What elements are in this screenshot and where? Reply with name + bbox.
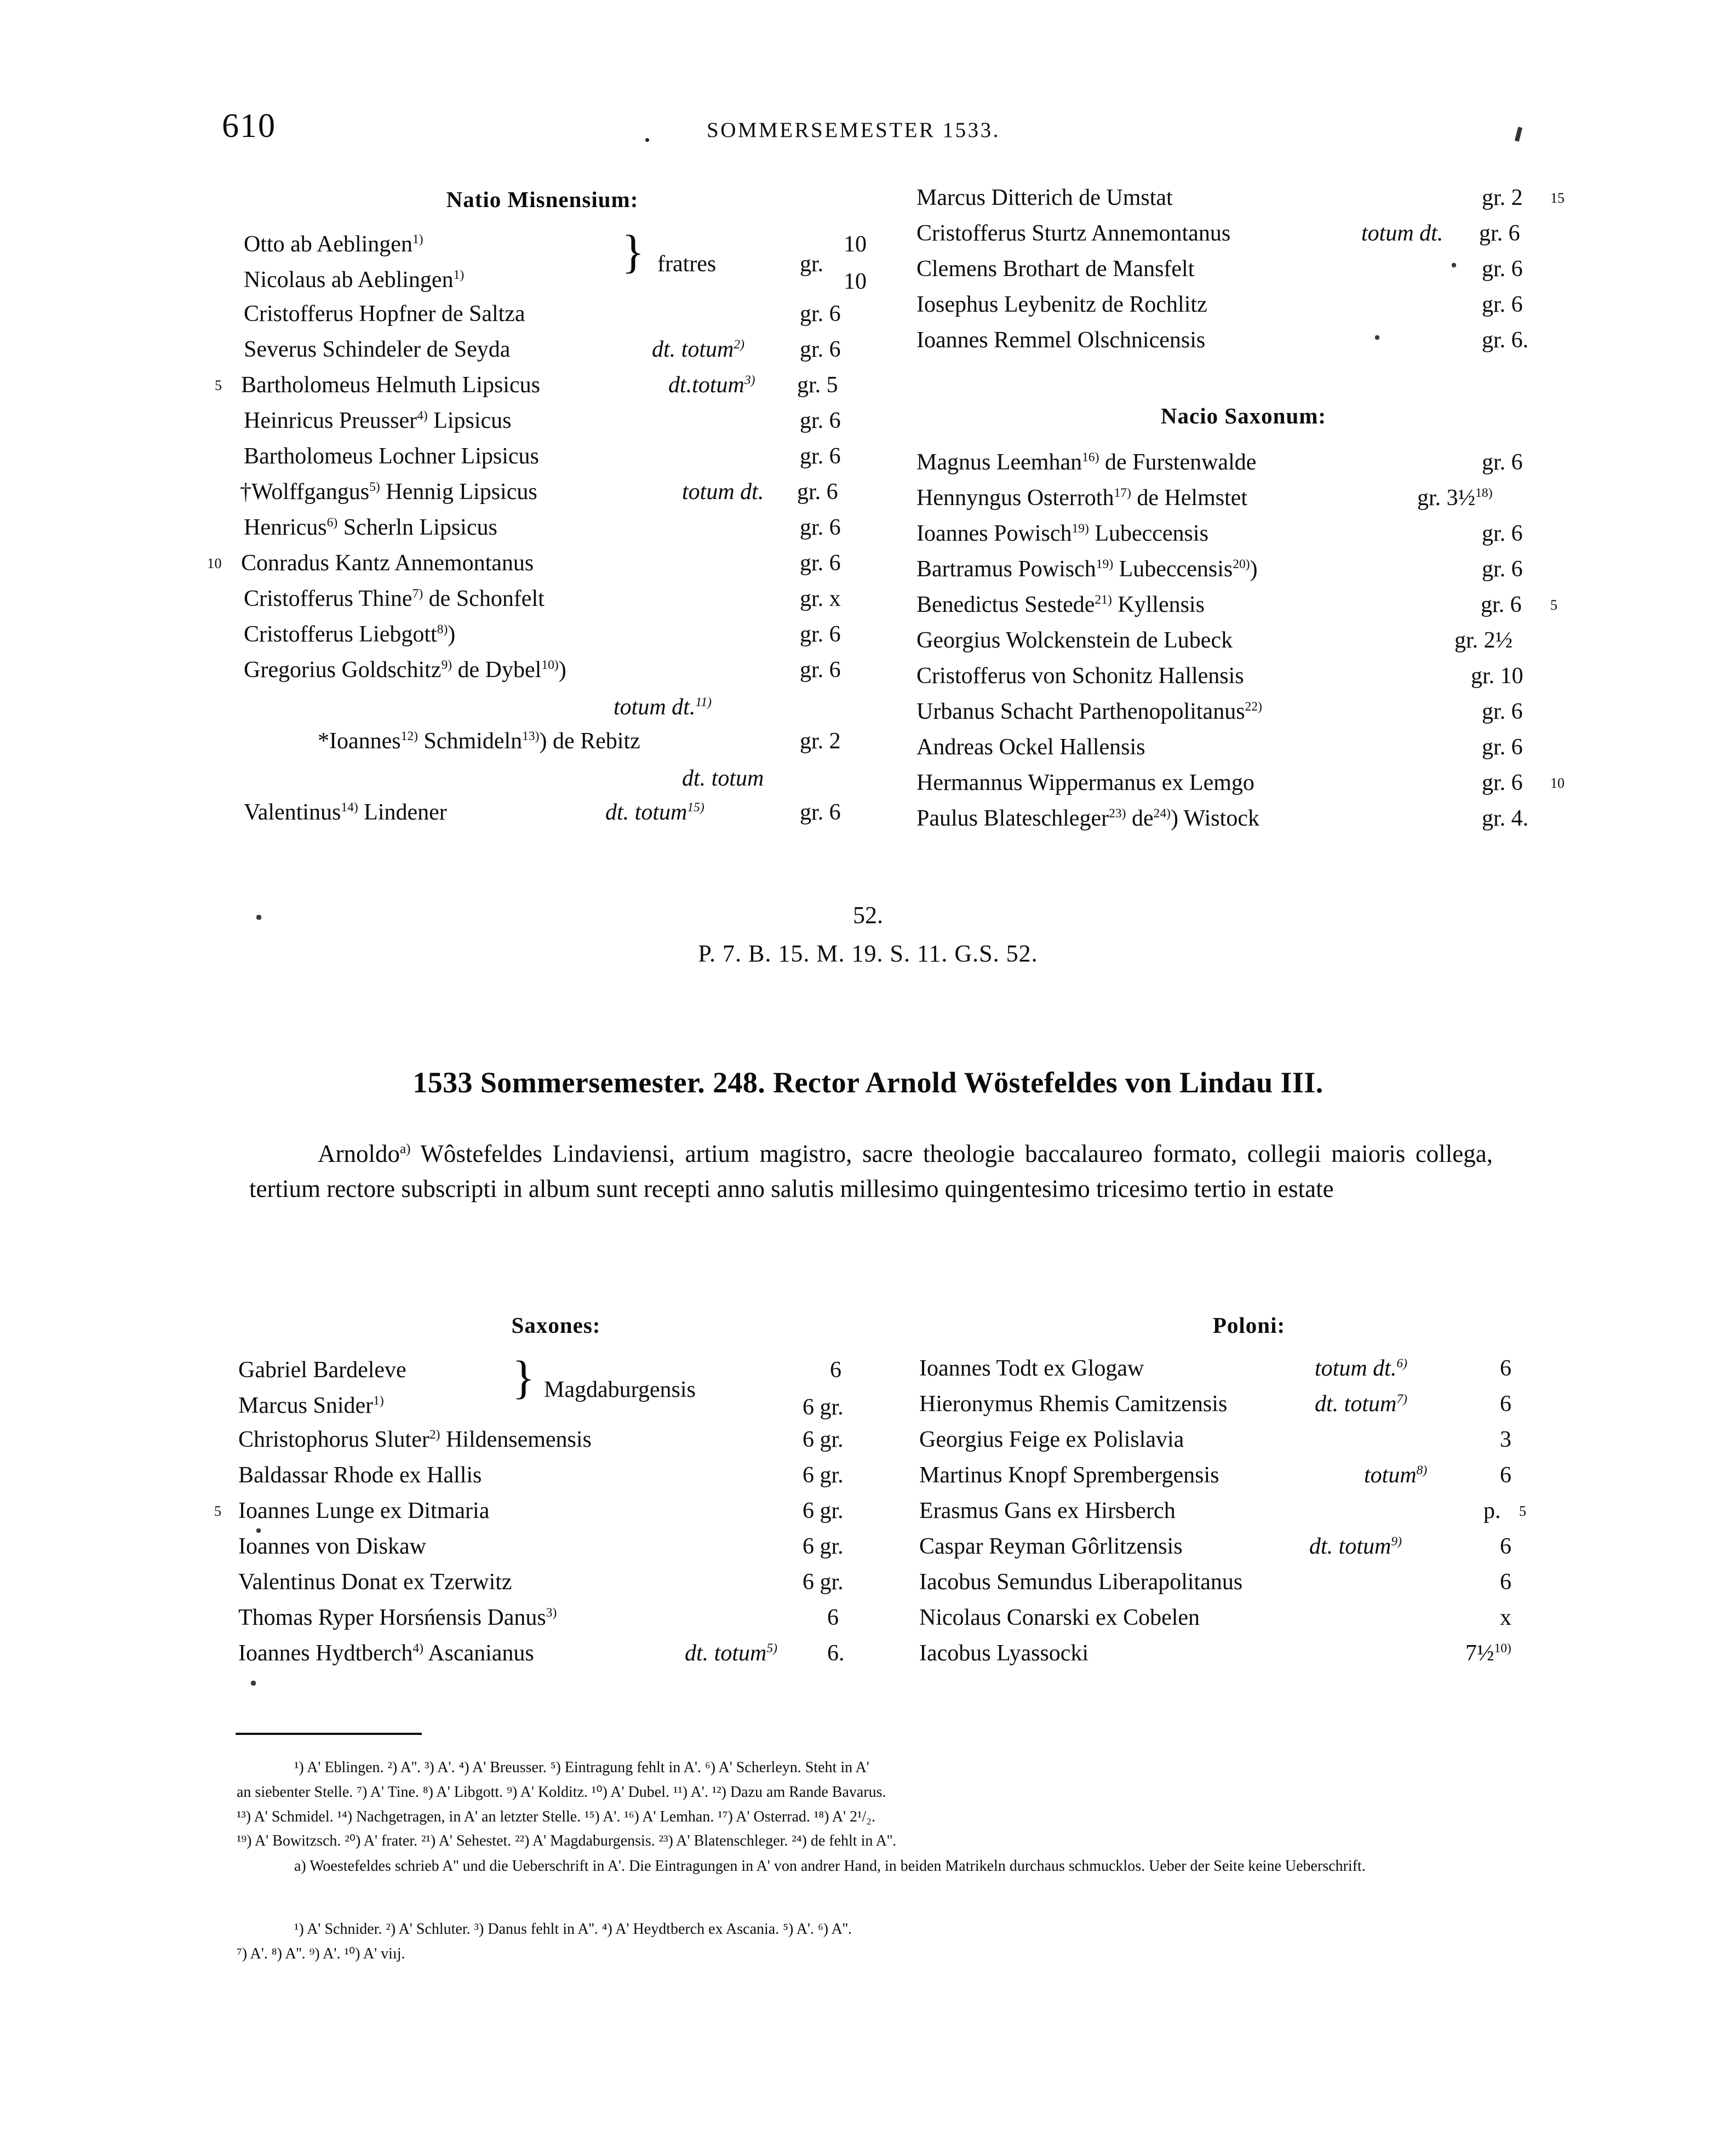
register-entry [909, 1571, 1589, 1606]
entry-name: Valentinus Donat ex Tzerwitz [238, 1569, 512, 1595]
line-number: 5 [214, 1503, 222, 1519]
entry-note: totum dt.$^{11)}$ [614, 695, 712, 720]
scan-speck [256, 915, 261, 920]
register-entry [907, 700, 1580, 736]
register-entry [219, 801, 866, 837]
entry-amount: gr. 6 [1482, 256, 1523, 282]
entry-amount: gr. 6 [800, 657, 841, 683]
nation-heading-saxones: Saxones: [511, 1313, 601, 1338]
entry-name: Urbanus Schacht Parthenopolitanus$^{22)}$ [916, 699, 1262, 724]
entry-amount: 6 gr. [803, 1395, 844, 1420]
entry-name: Gregorius Goldschitz$^{9)}$ de Dybel$^{10)}$) [244, 657, 566, 683]
entry-amount: 3 [1500, 1427, 1511, 1452]
register-entry [909, 1535, 1589, 1571]
entry-amount: gr. 6 [1482, 521, 1523, 546]
entry-name: Hennyngus Osterroth$^{17)}$ de Helmstet [916, 485, 1248, 511]
entry-name: Benedictus Sestede$^{21)}$ Kyllensis [916, 592, 1205, 617]
entry-note: dt. totum [682, 766, 764, 791]
entry-name: Iosephus Leybenitz de Rochlitz [916, 292, 1207, 317]
footnote-line: ¹) A' Eblingen. ²) A''. ³) A'. ⁴) A' Breusser. ⁵) Eintragung fehlt in A'. ⁶) A' Scherleyn. Steht in A' [294, 1759, 869, 1776]
column-misnensium [207, 186, 867, 837]
entry-amount: 6 gr. [803, 1427, 844, 1452]
scan-speck [251, 1681, 256, 1686]
register-entry [207, 551, 866, 587]
register-entry [222, 1428, 890, 1464]
entry-note: dt. totum$^{9)}$ [1309, 1534, 1402, 1559]
entry-name: Marcus Ditterich de Umstat [916, 185, 1173, 210]
entry-amount: gr. 5 [797, 373, 838, 398]
register-entry [907, 186, 1580, 222]
entry-name: Ioannes Hydtberch$^{4)}$ Ascanianus [238, 1641, 534, 1666]
entry-note: dt. totum$^{2)}$ [652, 337, 744, 362]
register-entry [907, 736, 1580, 771]
nation-total: 52. [853, 902, 883, 929]
register-entry [219, 409, 866, 445]
scan-speck [256, 1528, 261, 1533]
entry-name: Cristofferus Thine$^{7)}$ de Schonfelt [244, 586, 545, 611]
register-entry [907, 629, 1580, 664]
entry-name: Ioannes Remmel Olschnicensis [916, 328, 1206, 353]
footnote-block-upper [237, 1756, 1497, 1854]
entry-amount: gr. 2 [800, 729, 841, 754]
register-entry [907, 807, 1580, 843]
entry-name: Ioannes Lunge ex Ditmaria [238, 1498, 490, 1523]
entry-amount: gr. 10 [1471, 663, 1523, 689]
section-title: 1533 Sommersemester. 248. Rector Arnold Wöstefeldes von Lindau III. [412, 1066, 1324, 1099]
entry-amount: gr. 6 [800, 444, 841, 469]
footnote-line: an siebenter Stelle. ⁷) A' Tine. ⁸) A' Libgott. ⁹) A' Kolditz. ¹⁰) A' Dubel. ¹¹) A'. ¹²) Dazu am Rande Bavarus. [237, 1783, 886, 1801]
register-entry [214, 1498, 890, 1535]
entry-name: Gabriel Bardeleve [238, 1357, 406, 1383]
footnote-line: ¹³) A' Schmidel. ¹⁴) Nachgetragen, in A' an letzter Stelle. ¹⁵) A'. ¹⁶) A' Lemhan. ¹⁷) A' Osterrad. ¹⁸) A' 2¹/₂. [237, 1808, 876, 1825]
entry-amount: 7½$^{10)}$ [1465, 1641, 1511, 1666]
entry-amount: gr. 6 [1482, 770, 1523, 795]
register-entry [909, 1428, 1589, 1464]
register-entry [907, 558, 1580, 593]
column-saxonum [907, 186, 1580, 843]
entry-name: Georgius Feige ex Polislavia [919, 1427, 1184, 1452]
entry-name: Andreas Ockel Hallensis [916, 735, 1145, 760]
entry-name: Martinus Knopf Sprembergensis [919, 1463, 1219, 1488]
register-entry [219, 480, 866, 516]
entry-amount: gr. 6 [800, 622, 841, 647]
scan-speck [645, 138, 649, 142]
folio-number: 610 [222, 107, 276, 145]
register-entry [222, 1606, 890, 1642]
register-entry [909, 1499, 1589, 1535]
entry-name: †Wolffgangus$^{5)}$ Hennig Lipsicus [240, 479, 537, 505]
register-entry [907, 329, 1580, 364]
entry-continuation [219, 765, 866, 801]
entry-amount: 6 gr. [803, 1534, 844, 1559]
entry-amount: 6 gr. [803, 1463, 844, 1488]
entry-name: Georgius Wolckenstein de Lubeck [916, 628, 1233, 653]
entry-name: Magnus Leemhan$^{16)}$ de Furstenwalde [916, 450, 1257, 475]
entry-name: Cristofferus Liebgott$^{8)}$) [244, 622, 456, 647]
footnote-rule [236, 1733, 422, 1735]
margin-line-number: 15 [1550, 190, 1565, 206]
entry-amount: gr. 2 [1482, 185, 1523, 210]
entry-amount: p. [1483, 1498, 1501, 1523]
column-poloni [909, 1312, 1589, 1677]
line-number: 10 [207, 555, 222, 571]
entry-name: *Ioannes$^{12)}$ Schmideln$^{13)}$) de Rebitz [318, 729, 640, 754]
margin-line-number: 10 [1550, 775, 1565, 791]
entry-amount: gr. x [800, 586, 841, 611]
entry-amount: 6 [1500, 1391, 1511, 1417]
register-entry [907, 771, 1580, 807]
entry-amount: 6 gr. [803, 1498, 844, 1523]
entry-continuation [219, 694, 866, 730]
entry-amount: gr. 6 [800, 800, 841, 825]
register-entry [219, 623, 866, 658]
entry-name: Baldassar Rhode ex Hallis [238, 1463, 482, 1488]
currency-label: gr. [800, 251, 824, 277]
register-entry [222, 1571, 890, 1606]
entry-name: Thomas Ryper Horsńensis Danus$^{3)}$ [238, 1605, 557, 1630]
register-entry [907, 293, 1580, 329]
entry-amount: 6. [827, 1641, 845, 1666]
column-saxones [214, 1312, 890, 1677]
register-entry [907, 664, 1580, 700]
register-entry [222, 1535, 890, 1571]
nation-heading-saxonum: Nacio Saxonum: [1160, 403, 1327, 428]
register-entry [215, 373, 866, 409]
entry-note: totum dt. [682, 479, 764, 505]
brace-label: fratres [657, 251, 717, 277]
brace-icon: } [622, 225, 645, 278]
margin-line-number: 5 [1550, 597, 1557, 613]
entry-amount: 6 [1500, 1569, 1511, 1595]
entry-amount: gr. 6 [800, 337, 841, 362]
scan-speck [1375, 335, 1379, 340]
register-entry [222, 1464, 890, 1499]
entry-note: dt. totum$^{5)}$ [685, 1641, 777, 1666]
register-entry [909, 1357, 1589, 1393]
entry-name: Cristofferus Sturtz Annemontanus [916, 221, 1231, 246]
entry-name: Iacobus Lyassocki [919, 1641, 1089, 1666]
entry-amount: 6 [827, 1605, 839, 1630]
footnote-line: ¹) A' Schnider. ²) A' Schluter. ³) Danus fehlt in A''. ⁴) A' Heydtberch ex Ascania. ⁵) A'. ⁶) A''. [294, 1921, 852, 1938]
register-entry [909, 1393, 1589, 1428]
entry-name: Conradus Kantz Annemontanus [241, 551, 534, 576]
register-entry [909, 1606, 1589, 1642]
entry-amount: gr. 6. [1482, 328, 1529, 353]
brace-icon: } [512, 1351, 535, 1403]
register-entry [219, 338, 866, 374]
scan-speck [1515, 127, 1522, 141]
register-entry [219, 445, 866, 480]
register-entry [907, 593, 1580, 629]
entry-name: Marcus Snider$^{1)}$ [238, 1393, 384, 1418]
entry-amount: gr. 6 [1481, 592, 1522, 617]
entry-amount: gr. 3½$^{18)}$ [1417, 485, 1493, 511]
entry-name: Bartramus Powisch$^{19)}$ Lubeccensis$^{20)}$) [916, 557, 1258, 582]
footnote-block-editorial [237, 1854, 1497, 1879]
footnote-line: ⁷) A'. ⁸) A''. ⁹) A'. ¹⁰) A' viıj. [237, 1945, 405, 1962]
entry-amount: 6 [1500, 1356, 1511, 1381]
entry-amount: gr. 6 [1482, 292, 1523, 317]
register-entry [907, 257, 1580, 293]
entry-note: dt.totum$^{3)}$ [668, 373, 755, 398]
entry-name: Cristofferus Hopfner de Saltza [244, 301, 525, 326]
entry-name: Severus Schindeler de Seyda [244, 337, 511, 362]
entry-amount: gr. 6 [1482, 735, 1523, 760]
brace-group-fratres [219, 225, 867, 302]
entry-amount: gr. 6 [1482, 699, 1523, 724]
entry-name: Ioannes Powisch$^{19)}$ Lubeccensis [916, 521, 1208, 546]
entry-amount: gr. 6 [1482, 450, 1523, 475]
register-entry [907, 451, 1580, 486]
entry-name: Christophorus Sluter$^{2)}$ Hildensemensis [238, 1427, 592, 1452]
entry-name: Bartholomeus Lochner Lipsicus [244, 444, 539, 469]
entry-note: dt. totum$^{15)}$ [605, 800, 704, 825]
brace-label: Magdaburgensis [544, 1377, 696, 1402]
entry-name: Heinricus Preusser$^{4)}$ Lipsicus [244, 408, 512, 433]
register-entry [907, 522, 1580, 558]
entry-name: Ioannes Todt ex Glogaw [919, 1356, 1144, 1381]
entry-note: totum dt. [1361, 221, 1443, 246]
margin-line-number: 5 [1519, 1503, 1526, 1519]
entry-name: Paulus Blateschleger$^{23)}$ $de^{24)}$) Wistock [916, 806, 1259, 831]
entry-amount: x [1500, 1605, 1511, 1630]
footnote-line: ¹⁹) A' Bowitzsch. ²⁰) A' frater. ²¹) A' Sehestet. ²²) A' Magdaburgensis. ²³) A' Blatenschleger. ²⁴) de fehlt in A''. [237, 1832, 897, 1850]
register-entry [219, 516, 866, 552]
entry-name: Nicolaus Conarski ex Cobelen [919, 1605, 1200, 1630]
running-title: SOMMERSEMESTER 1533. [707, 118, 1000, 142]
entry-name: Iacobus Semundus Liberapolitanus [919, 1569, 1243, 1595]
nation-heading-misnensium: Natio Misnensium: [446, 187, 639, 212]
entry-name: Hieronymus Rhemis Camitzensis [919, 1391, 1228, 1417]
entry-amount: gr. 6 [800, 515, 841, 540]
entry-name: Caspar Reyman Gôrlitzensis [919, 1534, 1183, 1559]
entry-name: Henricus$^{6)}$ Scherln Lipsicus [244, 515, 497, 540]
entry-name: Nicolaus ab Aeblingen$^{1)}$ [244, 267, 465, 293]
entry-amount: gr. 2½ [1454, 628, 1513, 653]
entry-amount: 6 [830, 1357, 841, 1383]
register-entry [219, 730, 866, 765]
entry-amount: gr. 6 [800, 301, 841, 326]
nation-heading-poloni: Poloni: [1212, 1313, 1286, 1338]
entry-name: Valentinus$^{14)}$ Lindener [244, 800, 447, 825]
register-entry [219, 302, 866, 338]
entry-name: Ioannes von Diskaw [238, 1534, 426, 1559]
entry-amount: 6 [1500, 1463, 1511, 1488]
register-entry [219, 658, 866, 694]
register-entry [909, 1642, 1589, 1677]
entry-name: Otto ab Aeblingen$^{1)}$ [244, 232, 423, 257]
entry-note: totum dt.$^{6)}$ [1315, 1356, 1407, 1381]
entry-name: Bartholomeus Helmuth Lipsicus [241, 373, 540, 398]
register-entry [222, 1642, 890, 1677]
line-number: 5 [215, 377, 222, 393]
brace-group-magdaburgensis [222, 1351, 890, 1428]
nation-summary-line: P. 7. B. 15. M. 19. S. 11. G.S. 52. [698, 940, 1038, 967]
scan-speck [1452, 263, 1456, 267]
register-entry [219, 587, 866, 623]
entry-name: Hermannus Wippermanus ex Lemgo [916, 770, 1254, 795]
entry-name: Cristofferus von Schonitz Hallensis [916, 663, 1244, 689]
entry-amount: gr. 6 [797, 479, 838, 505]
entry-amount: gr. 4. [1482, 806, 1529, 831]
entry-note: dt. totum$^{7)}$ [1315, 1391, 1407, 1417]
entry-amount: 10 [844, 269, 867, 294]
entry-note: totum$^{8)}$ [1364, 1463, 1428, 1488]
entry-amount: 6 [1500, 1534, 1511, 1559]
entry-amount: 10 [844, 232, 867, 257]
register-entry [907, 486, 1580, 522]
footnote-line: a) Woestefeldes schrieb A'' und die Ueberschrift in A'. Die Eintragungen in A' von andrer Hand, in beiden Matrikeln durchaus schmucklos. Ueber der Seite keine Ueberschrift. [294, 1858, 1366, 1875]
entry-amount: 6 gr. [803, 1569, 844, 1595]
entry-amount: gr. 6 [1482, 557, 1523, 582]
entry-amount: gr. 6 [800, 551, 841, 576]
section-paragraph: Arnoldo$^{a)}$ Wôstefeldes Lindaviensi, artium magistro, sacre theologie baccalaureo formato, collegii maioris collega, tertium rectore subscripti in album sunt recepti anno salutis millesimo quingentesimo tricesimo tertio in estate [249, 1140, 1493, 1202]
entry-name: Erasmus Gans ex Hirsberch [919, 1498, 1176, 1523]
entry-amount: gr. 6 [1479, 221, 1520, 246]
footnote-block-lower [237, 1917, 1497, 1967]
register-entry [909, 1464, 1589, 1499]
register-entry [907, 222, 1580, 257]
entry-name: Clemens Brothart de Mansfelt [916, 256, 1195, 282]
entry-amount: gr. 6 [800, 408, 841, 433]
